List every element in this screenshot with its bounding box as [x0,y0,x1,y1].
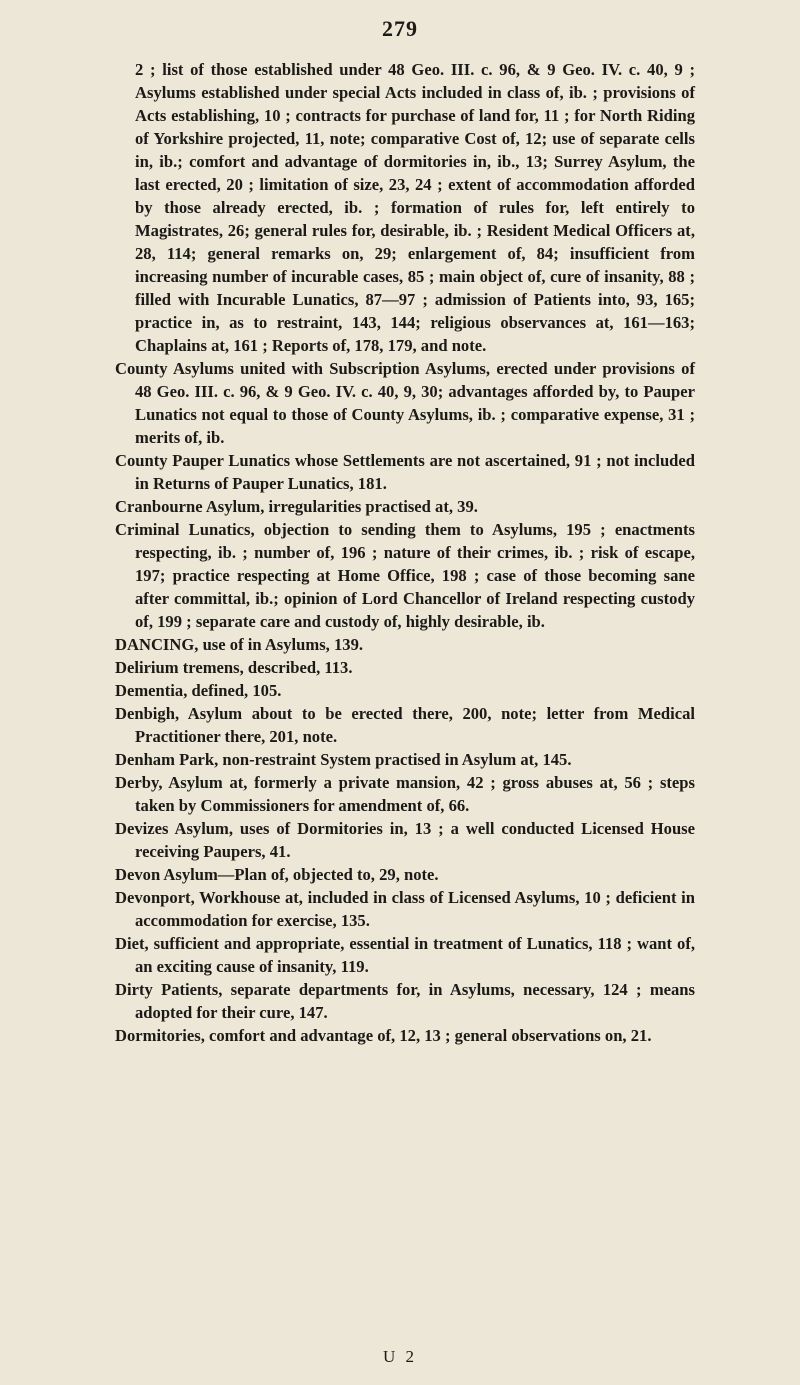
index-entry-continued: 2 ; list of those established under 48 Geo. III. c. 96, & 9 Geo. IV. c. 40, 9 ; Asylums established under special Acts included in class of, ib. ; provisions of Acts establishing, 10 ; contracts for purchase of land for, 11 ; for North Riding of Yorkshire projected, 11, note; comparative Cost of, 12; use of separate cells in, ib.; comfort and advantage of dormitories in, ib., 13; Surrey Asylum, the last erected, 20 ; limitation of size, 23, 24 ; extent of accommodation afforded by those already erected, ib. ; formation of rules for, left entirely to Magistrates, 26; general rules for, desirable, ib. ; Resident Medical Officers at, 28, 114; general remarks on, 29; enlargement of, 84; insufficient from increasing number of incurable cases, 85 ; main object of, cure of insanity, 88 ; filled with Incurable Lunatics, 87—97 ; admission of Patients into, 93, 165; practice in, as to restraint, 143, 144; religious observances at, 161—163; Chaplains at, 161 ; Reports of, 178, 179, and note. [135,60,695,355]
index-entry: Dirty Patients, separate departments for, in Asylums, necessary, 124 ; means adopted for their cure, 147. [115,980,695,1022]
index-entry: Devizes Asylum, uses of Dormitories in, 13 ; a well conducted Licensed House receiving Paupers, 41. [115,819,695,861]
index-entry: Cranbourne Asylum, irregularities practised at, 39. [115,497,478,516]
index-entry: Delirium tremens, described, 113. [115,658,353,677]
index-entry: Derby, Asylum at, formerly a private mansion, 42 ; gross abuses at, 56 ; steps taken by Commissioners for amendment of, 66. [115,773,695,815]
index-column [115,58,695,1047]
index-entry: DANCING, use of in Asylums, 139. [115,635,364,654]
index-entry: Diet, sufficient and appropriate, essential in treatment of Lunatics, 118 ; want of, an exciting cause of insanity, 119. [115,934,695,976]
signature-mark: U 2 [382,1347,418,1366]
index-entry: Denham Park, non-restraint System practised in Asylum at, 145. [115,750,572,769]
index-entry: Criminal Lunatics, objection to sending them to Asylums, 195 ; enactments respecting, ib. ; number of, 196 ; nature of their crimes, ib. ; risk of escape, 197; practice respecting at Home Office, 198 ; case of those becoming sane after committal, ib.; opinion of Lord Chancellor of Ireland respecting custody of, 199 ; separate care and custody of, highly desirable, ib. [115,520,695,631]
index-entry: County Pauper Lunatics whose Settlements are not ascertained, 91 ; not included in Returns of Pauper Lunatics, 181. [115,451,695,493]
index-entry: Devon Asylum—Plan of, objected to, 29, note. [115,865,439,884]
index-entry: Dormitories, comfort and advantage of, 12, 13 ; general observations on, 21. [115,1026,652,1045]
page-number: 279 [382,16,418,41]
index-entry: Dementia, defined, 105. [115,681,282,700]
index-entry: County Asylums united with Subscription Asylums, erected under provisions of 48 Geo. III. c. 96, & 9 Geo. IV. c. 40, 9, 30; advantages afforded by, to Pauper Lunatics not equal to those of County Asylums, ib. ; comparative expense, 31 ; merits of, ib. [115,359,695,447]
index-entry: Devonport, Workhouse at, included in class of Licensed Asylums, 10 ; deficient in accommodation for exercise, 135. [115,888,695,930]
index-entry: Denbigh, Asylum about to be erected there, 200, note; letter from Medical Practitioner there, 201, note. [115,704,695,746]
